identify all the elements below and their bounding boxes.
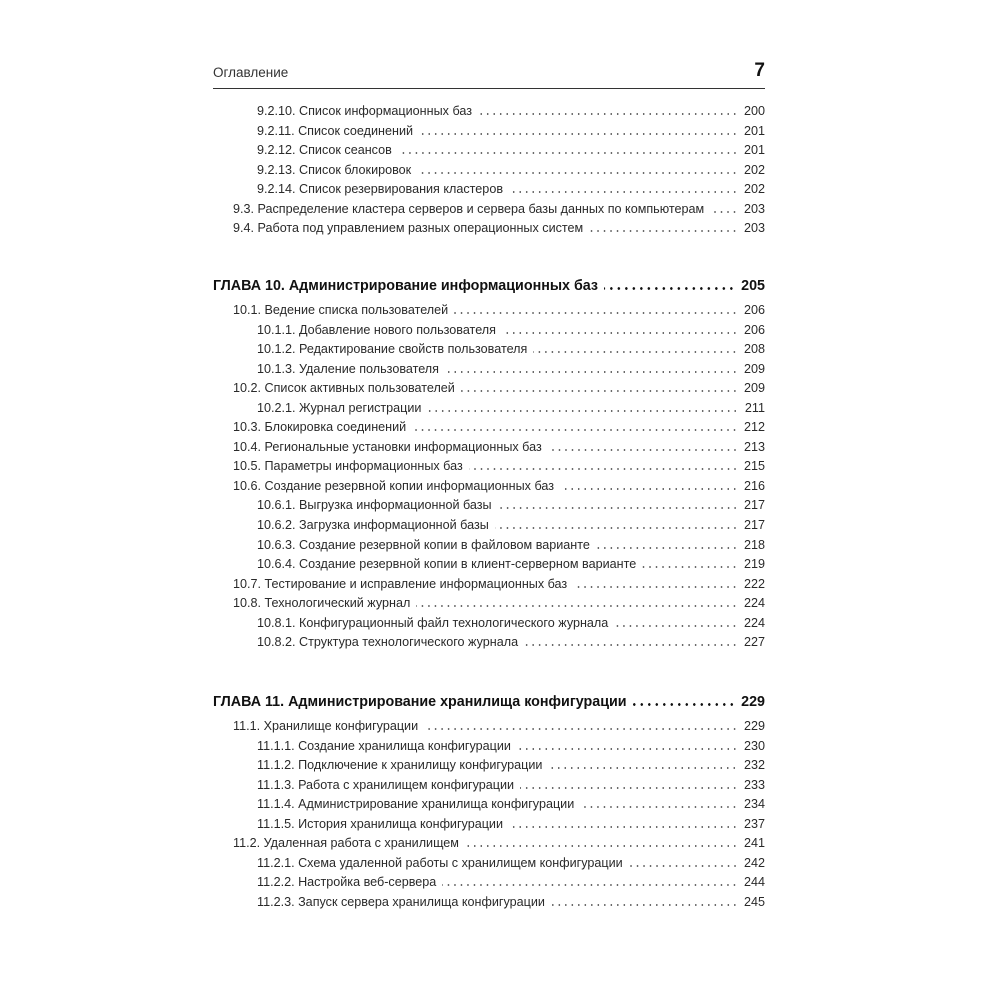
- dot-leader: [498, 507, 738, 509]
- toc-entry[interactable]: [213, 893, 765, 913]
- toc-entry-page: 222: [743, 576, 765, 591]
- toc-entry[interactable]: [213, 321, 765, 341]
- toc-entry-page: 217: [743, 498, 765, 513]
- page-number: 7: [754, 60, 765, 81]
- toc-entry-label: 9.2.12. Список сеансов: [257, 143, 392, 158]
- toc-entry[interactable]: [213, 180, 765, 200]
- toc-entry-page: 202: [743, 162, 765, 177]
- toc-section-chapter-11: [213, 691, 765, 912]
- toc-entry[interactable]: [213, 594, 765, 614]
- toc-entry-label: 10.8.2. Структура технологического журнала: [257, 635, 519, 650]
- toc-entry-label: 10.2.1. Журнал регистрации: [257, 400, 422, 415]
- toc-entry[interactable]: [213, 516, 765, 536]
- toc-entry-page: 203: [743, 201, 765, 216]
- toc-entry[interactable]: [213, 340, 765, 360]
- toc-entry[interactable]: [213, 122, 765, 142]
- running-header-title: Оглавление: [213, 65, 289, 80]
- toc-entry-page: 241: [743, 836, 765, 851]
- toc-entry[interactable]: [213, 477, 765, 497]
- toc-entry[interactable]: [213, 717, 765, 737]
- dot-leader: [614, 625, 738, 627]
- dot-leader: [604, 287, 735, 290]
- toc-entry-page: 224: [743, 596, 765, 611]
- toc-entry[interactable]: [213, 633, 765, 653]
- dot-leader: [629, 865, 738, 867]
- toc-entry[interactable]: [213, 776, 765, 796]
- toc-entry-label: 10.6.3. Создание резервной копии в файловом варианте: [257, 537, 590, 552]
- dot-leader: [445, 371, 738, 373]
- dot-leader: [417, 172, 738, 174]
- toc-entry-page: 245: [743, 894, 765, 909]
- dot-leader: [419, 133, 738, 135]
- dot-leader: [633, 703, 736, 706]
- toc-entry-label: 9.2.10. Список информационных баз: [257, 104, 473, 118]
- toc-entry-page: 203: [743, 221, 765, 236]
- dot-leader: [710, 211, 738, 213]
- toc-entry-page: 224: [743, 615, 765, 630]
- dot-leader: [642, 566, 738, 568]
- toc-section-chapter-10: [213, 275, 765, 653]
- toc-entry[interactable]: [213, 737, 765, 757]
- toc-entry[interactable]: [213, 614, 765, 634]
- dot-leader: [573, 586, 738, 588]
- dot-leader: [509, 191, 738, 193]
- toc-entry-page: 229: [743, 719, 765, 733]
- dot-leader: [502, 332, 738, 334]
- toc-entry-label: 9.4. Работа под управлением разных операционных систем: [233, 221, 584, 236]
- toc-entry[interactable]: [213, 815, 765, 835]
- dot-leader: [520, 787, 738, 789]
- toc-entry-page: 227: [743, 635, 765, 650]
- toc-entry-page: 215: [743, 459, 765, 474]
- toc-entry-label: 10.4. Региональные установки информационных баз: [233, 439, 542, 454]
- dot-leader: [533, 351, 738, 353]
- dot-leader: [465, 845, 738, 847]
- toc-entry[interactable]: [213, 457, 765, 477]
- toc-entry-label: 9.2.11. Список соединений: [257, 123, 414, 138]
- toc-entry-label: 11.1. Хранилище конфигурации: [233, 719, 419, 733]
- toc-entry[interactable]: [213, 555, 765, 575]
- toc-entry-page: 201: [743, 143, 765, 158]
- dot-leader: [580, 806, 738, 808]
- dot-leader: [461, 390, 738, 392]
- dot-leader: [412, 429, 738, 431]
- toc-entry-page: 213: [743, 439, 765, 454]
- toc-entry-label: 10.6.4. Создание резервной копии в клиент-серверном варианте: [257, 557, 637, 572]
- toc-entry[interactable]: [213, 834, 765, 854]
- toc-entry-label: 10.6. Создание резервной копии информационных баз: [233, 478, 554, 493]
- toc-entry[interactable]: [213, 161, 765, 181]
- dot-leader: [454, 312, 738, 314]
- toc-entry-page: 237: [743, 816, 765, 831]
- toc-chapter-heading[interactable]: [213, 275, 765, 297]
- toc-entry-page: 205: [741, 278, 765, 294]
- toc-entry[interactable]: [213, 379, 765, 399]
- toc-entry-label: 10.1.3. Удаление пользователя: [257, 361, 439, 376]
- dot-leader: [551, 904, 738, 906]
- toc-entry-label: 9.2.13. Список блокировок: [257, 162, 412, 177]
- dot-leader: [495, 527, 738, 529]
- toc-entry[interactable]: [213, 141, 765, 161]
- toc-entry[interactable]: [213, 496, 765, 516]
- toc-entry-label: 9.2.14. Список резервирования кластеров: [257, 182, 504, 197]
- toc-entry-label: 10.1. Ведение списка пользователей: [233, 303, 449, 317]
- toc-entry-label: 10.2. Список активных пользователей: [233, 381, 455, 396]
- toc-entry-label: 11.2.1. Схема удаленной работы с хранилищем конфигурации: [257, 855, 623, 870]
- toc-entry[interactable]: [213, 438, 765, 458]
- toc-entry-page: 200: [743, 104, 765, 118]
- toc-entry-page: 202: [743, 182, 765, 197]
- toc-entry[interactable]: [213, 756, 765, 776]
- dot-leader: [589, 230, 738, 232]
- toc-entry-label: 11.1.2. Подключение к хранилищу конфигурации: [257, 758, 543, 773]
- dot-leader: [560, 488, 738, 490]
- toc-entry-page: 212: [743, 420, 765, 435]
- dot-leader: [398, 152, 738, 154]
- dot-leader: [509, 826, 738, 828]
- toc-entry-page: 233: [743, 777, 765, 792]
- toc-entry[interactable]: [213, 301, 765, 321]
- toc-entry-page: 209: [743, 361, 765, 376]
- toc-entry-label: ГЛАВА 10. Администрирование информационных баз: [213, 278, 599, 294]
- toc-entry-page: 211: [744, 400, 765, 415]
- toc-entry-label: 10.7. Тестирование и исправление информационных баз: [233, 576, 568, 591]
- toc-entry-page: 209: [743, 381, 765, 396]
- toc-entry-page: 232: [743, 758, 765, 773]
- toc-entry-label: 11.2.3. Запуск сервера хранилища конфигурации: [257, 894, 545, 909]
- toc-entry[interactable]: [213, 575, 765, 595]
- toc-entry-label: ГЛАВА 11. Администрирование хранилища конфигурации: [213, 694, 627, 710]
- toc-entry[interactable]: [213, 399, 765, 419]
- dot-leader: [427, 410, 738, 412]
- toc-entry-label: 11.2. Удаленная работа с хранилищем: [233, 836, 459, 851]
- toc-entry-label: 10.1.2. Редактирование свойств пользователя: [257, 342, 528, 357]
- toc-entry-label: 10.5. Параметры информационных баз: [233, 459, 463, 474]
- toc-entry[interactable]: [213, 873, 765, 893]
- toc-entry-label: 11.2.2. Настройка веб-сервера: [257, 875, 437, 890]
- toc-entry-label: 11.1.5. История хранилища конфигурации: [257, 816, 504, 831]
- toc-entry-page: 217: [743, 518, 765, 533]
- toc-entry-label: 10.1.1. Добавление нового пользователя: [257, 322, 496, 337]
- toc-entry-label: 9.3. Распределение кластера серверов и сервера базы данных по компьютерам: [233, 201, 705, 216]
- dot-leader: [524, 644, 738, 646]
- toc-entry-page: 206: [743, 322, 765, 337]
- toc-entry-page: 208: [743, 342, 765, 357]
- dot-leader: [416, 605, 738, 607]
- toc-entry[interactable]: [213, 360, 765, 380]
- dot-leader: [478, 113, 738, 115]
- toc-entry-label: 10.6.1. Выгрузка информационной базы: [257, 498, 492, 513]
- toc-entry-page: 229: [741, 694, 765, 710]
- dot-leader: [596, 547, 738, 549]
- toc-entry[interactable]: [213, 219, 765, 239]
- toc-entry-page: 201: [743, 123, 765, 138]
- dot-leader: [424, 728, 738, 730]
- running-header: [213, 62, 765, 89]
- toc-entry[interactable]: [213, 418, 765, 438]
- toc-section-chapter-9-continued: [213, 102, 765, 239]
- toc-entry-page: 230: [743, 738, 765, 753]
- toc-entry-page: 242: [743, 855, 765, 870]
- toc-entry-label: 10.6.2. Загрузка информационной базы: [257, 518, 489, 533]
- dot-leader: [548, 449, 738, 451]
- toc-entry[interactable]: [213, 854, 765, 874]
- toc-entry-page: 234: [743, 797, 765, 812]
- toc-entry-label: 11.1.4. Администрирование хранилища конфигурации: [257, 797, 575, 812]
- toc-entry-page: 218: [743, 537, 765, 552]
- dot-leader: [548, 767, 738, 769]
- toc-entry[interactable]: [213, 795, 765, 815]
- toc-entry[interactable]: [213, 102, 765, 122]
- dot-leader: [442, 884, 738, 886]
- toc-entry[interactable]: [213, 536, 765, 556]
- toc-entry-label: 10.8.1. Конфигурационный файл технологического журнала: [257, 615, 609, 630]
- toc-entry-page: 216: [743, 478, 765, 493]
- dot-leader: [469, 468, 738, 470]
- toc-entry-label: 11.1.1. Создание хранилища конфигурации: [257, 738, 511, 753]
- toc-entry-label: 10.8. Технологический журнал: [233, 596, 411, 611]
- toc-entry-label: 10.3. Блокировка соединений: [233, 420, 407, 435]
- toc-entry-page: 206: [743, 303, 765, 317]
- dot-leader: [517, 748, 738, 750]
- toc-entry[interactable]: [213, 200, 765, 220]
- toc-entry-page: 244: [743, 875, 765, 890]
- toc-entry-label: 11.1.3. Работа с хранилищем конфигурации: [257, 777, 515, 792]
- toc-chapter-heading[interactable]: [213, 691, 765, 713]
- toc-entry-page: 219: [743, 557, 765, 572]
